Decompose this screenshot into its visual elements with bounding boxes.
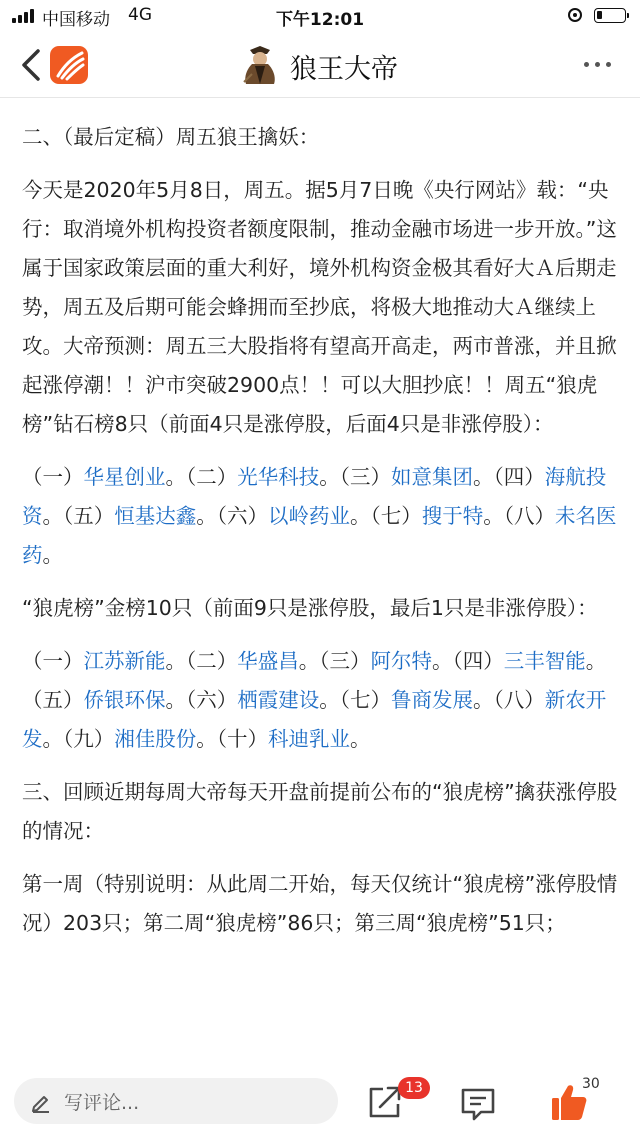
stock-link[interactable]: 新农开发 <box>22 688 607 751</box>
page-title: 狼王大帝 <box>290 54 398 85</box>
list-item-number: （五） <box>63 504 115 528</box>
more-icon <box>584 62 589 67</box>
article-paragraph: 第一周（特别说明：从此周二开始，每天仅统计“狼虎榜”涨停股情况）203只；第二周“狼虎榜”86只；第三周“狼虎榜”51只； <box>22 872 618 935</box>
list-item-number: （八） <box>503 504 555 528</box>
network-type: 4G <box>128 5 152 25</box>
list-item-number: （六） <box>186 688 238 712</box>
share-count-badge: 13 <box>398 1077 430 1099</box>
list-item-number: （三） <box>319 649 371 673</box>
stock-link[interactable]: 以岭药业 <box>268 504 350 528</box>
list-item-number: （九） <box>63 727 115 751</box>
stock-link[interactable]: 栖霞建设 <box>237 688 320 712</box>
carrier-name: 中国移动 <box>42 10 110 30</box>
pencil-icon <box>30 1091 52 1113</box>
stock-link[interactable]: 阿尔特 <box>370 649 432 673</box>
section-heading: 三、回顾近期每周大帝每天开盘前提前公布的“狼虎榜”擒获涨停股的情况： <box>22 780 618 843</box>
article-paragraph: 今天是2020年5月8日，周五。据5月7日晚《央行网站》载：“央行：取消境外机构投资者额度限制，推动金融市场进一步开放。”这属于国家政策层面的重大利好，境外机构资金极其看好大Ａ后期走势，周五及后期可能会蜂拥而至抄底，将极大地推动大Ａ继续上攻。大帝预测：周五三大股指将有望高开高走，两市普涨，并且掀起涨停潮！！沪市突破2900点！！可以大胆抄底！！周五“狼虎榜”钻石榜8只（前面4只是涨停股，后面4只是非涨停股）： <box>22 178 617 436</box>
list-separator: 。 <box>473 688 494 712</box>
battery-icon <box>594 8 626 23</box>
list-separator: 。 <box>585 649 607 673</box>
article-body <box>22 118 622 957</box>
comment-input[interactable] <box>14 1078 338 1124</box>
list-separator: 。 <box>165 465 186 489</box>
list-separator: 。 <box>165 649 186 673</box>
back-icon <box>18 48 48 82</box>
stock-link[interactable]: 恒基达鑫 <box>114 504 197 528</box>
list-separator: 。 <box>432 649 453 673</box>
list-separator: 。 <box>42 543 63 567</box>
comments-button[interactable] <box>459 1086 497 1122</box>
list-separator: 。 <box>350 727 371 751</box>
list-item-number: （七） <box>370 504 422 528</box>
stock-link[interactable]: 江苏新能 <box>83 649 166 673</box>
gold-stock-list <box>22 642 622 759</box>
list-separator: 。 <box>196 727 217 751</box>
stock-link[interactable]: 搜于特 <box>421 504 484 528</box>
list-item-number: （八） <box>493 688 545 712</box>
list-separator: 。 <box>298 649 320 673</box>
list-item-number: （六） <box>216 504 268 528</box>
back-button[interactable] <box>18 48 48 82</box>
list-separator: 。 <box>165 688 186 712</box>
diamond-stock-list <box>22 458 622 575</box>
list-separator: 。 <box>350 504 371 528</box>
list-separator: 。 <box>319 465 340 489</box>
nav-bar <box>0 32 640 98</box>
stock-link[interactable]: 如意集团 <box>391 465 473 489</box>
list-item-number: （七） <box>339 688 391 712</box>
status-bar <box>0 0 640 32</box>
list-item-number: （四） <box>452 649 504 673</box>
list-item-number: （五） <box>22 688 84 712</box>
bottom-action-bar <box>0 1066 640 1138</box>
list-item-number: （四） <box>493 465 545 489</box>
list-separator: 。 <box>42 504 63 528</box>
list-item-number: （三） <box>339 465 391 489</box>
stock-link[interactable]: 海航投资 <box>22 465 607 528</box>
more-button[interactable] <box>584 62 611 67</box>
list-separator: 。 <box>196 504 217 528</box>
list-separator: 。 <box>473 465 494 489</box>
gold-list-intro: “狼虎榜”金榜10只（前面9只是涨停股，最后1只是非涨停股）： <box>22 596 598 620</box>
list-item-number: （一） <box>22 649 84 673</box>
stock-link[interactable]: 湘佳股份 <box>114 727 197 751</box>
list-separator: 。 <box>42 727 63 751</box>
avatar[interactable] <box>240 44 280 86</box>
stock-link[interactable]: 科迪乳业 <box>268 727 350 751</box>
comment-icon <box>459 1086 497 1122</box>
stock-link[interactable]: 华盛昌 <box>237 649 299 673</box>
list-separator: 。 <box>483 504 504 528</box>
app-logo-icon[interactable] <box>50 46 88 84</box>
list-item-number: （一） <box>22 465 84 489</box>
list-item-number: （二） <box>186 465 238 489</box>
rotation-lock-icon <box>568 8 582 22</box>
list-item-number: （二） <box>186 649 238 673</box>
stock-link[interactable]: 光华科技 <box>237 465 320 489</box>
list-separator: 。 <box>319 688 340 712</box>
stock-link[interactable]: 未名医药 <box>22 504 617 567</box>
stock-link[interactable]: 侨银环保 <box>83 688 166 712</box>
stock-link[interactable]: 三丰智能 <box>503 649 586 673</box>
section-heading: 二、（最后定稿）周五狼王擒妖： <box>22 125 320 149</box>
stock-link[interactable]: 华星创业 <box>83 465 166 489</box>
list-item-number: （十） <box>216 727 268 751</box>
like-count: 30 <box>582 1076 600 1092</box>
stock-link[interactable]: 鲁商发展 <box>391 688 473 712</box>
comment-placeholder: 写评论... <box>64 1092 140 1114</box>
status-time: 下午12:01 <box>275 10 365 30</box>
